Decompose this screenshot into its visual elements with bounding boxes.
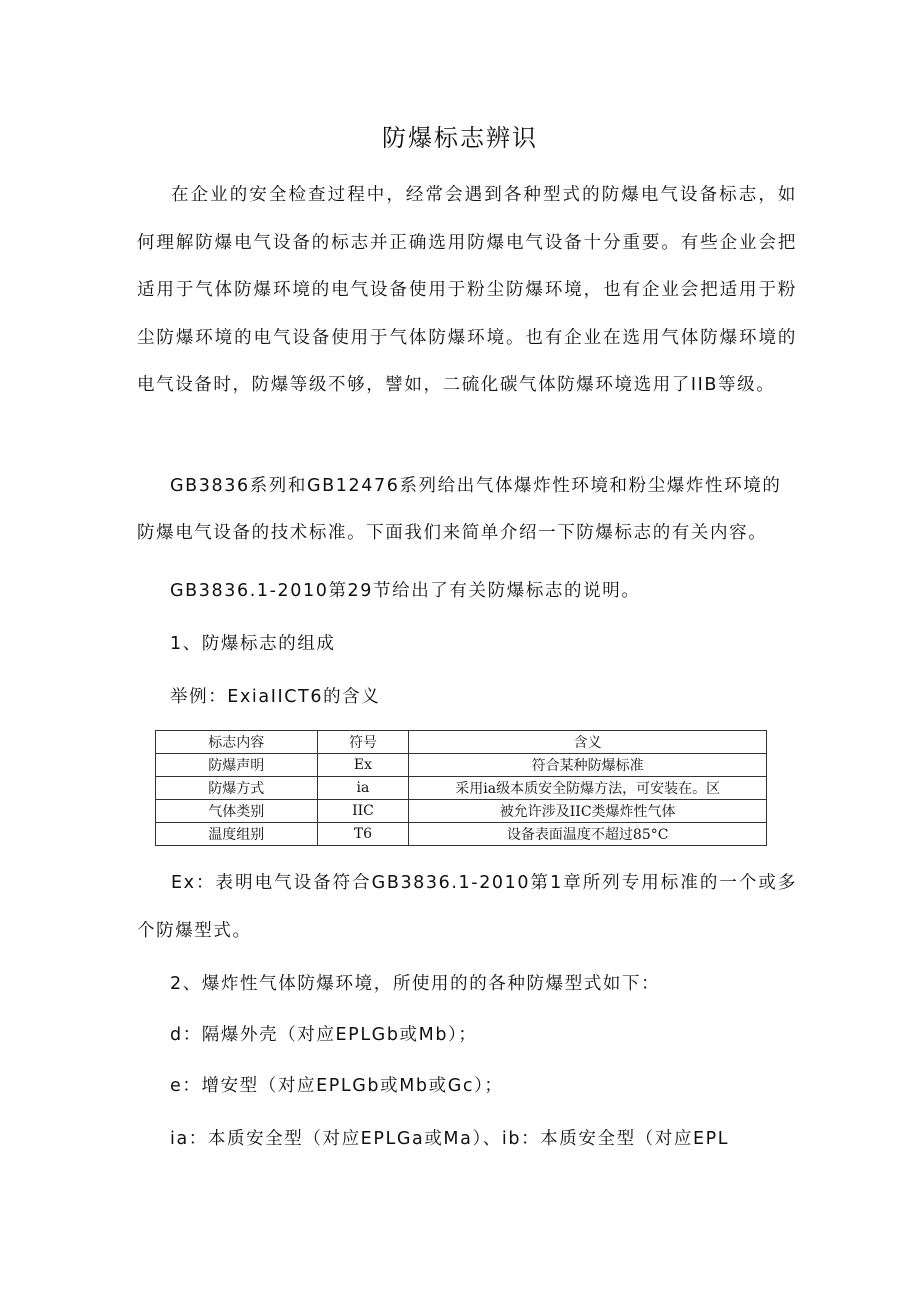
- heading-1: 1、防爆标志的组成: [170, 634, 336, 654]
- table-cell: 温度组别: [156, 823, 318, 846]
- protection-type-e: e：增安型（对应EPLGb或Mb或Gc）；: [170, 1076, 504, 1096]
- table-cell: ia: [317, 777, 409, 800]
- standards-paragraph-line-2: 防爆电气设备的技术标准。下面我们来简单介绍一下防爆标志的有关内容。: [137, 523, 768, 543]
- protection-type-d: d：隔爆外壳（对应EPLGb或Mb）；: [170, 1025, 478, 1045]
- table-cell: 防爆方式: [156, 777, 318, 800]
- table-cell: T6: [317, 823, 409, 846]
- table-cell: IIC: [317, 800, 409, 823]
- heading-2: 2、爆炸性气体防爆环境，所使用的的各种防爆型式如下：: [170, 974, 661, 994]
- table-header-cell: 符号: [317, 731, 409, 754]
- table-row: [156, 800, 767, 823]
- standards-paragraph-line-1: GB3836系列和GB12476系列给出气体爆炸性环境和粉尘爆炸性环境的: [170, 476, 782, 496]
- table-cell: 被允许涉及IIC类爆炸性气体: [409, 800, 767, 823]
- table-cell: 防爆声明: [156, 754, 318, 777]
- table-cell: Ex: [317, 754, 409, 777]
- ex-explanation-paragraph: Ex：表明电气设备符合GB3836.1-2010第1章所列专用标准的一个或多个防爆型式。: [137, 873, 797, 941]
- protection-type-ia-ib: ia：本质安全型（对应EPLGa或Ma）、ib：本质安全型（对应EPL: [170, 1129, 730, 1149]
- table-header-cell: 含义: [409, 731, 767, 754]
- table-cell: 采用ia级本质安全防爆方法，可安装在。区: [409, 777, 767, 800]
- table-header-cell: 标志内容: [156, 731, 318, 754]
- table-row: [156, 777, 767, 800]
- table-cell: 气体类别: [156, 800, 318, 823]
- table-cell: 设备表面温度不超过85°C: [409, 823, 767, 846]
- table-cell: 符合某种防爆标准: [409, 754, 767, 777]
- section-note: GB3836.1-2010第29节给出了有关防爆标志的说明。: [170, 581, 641, 601]
- table-row: [156, 823, 767, 846]
- document-title: 防爆标志辨识: [382, 124, 538, 152]
- table-header-row: [156, 731, 767, 754]
- marking-table: [155, 730, 767, 846]
- intro-paragraph: 在企业的安全检查过程中，经常会遇到各种型式的防爆电气设备标志，如何理解防爆电气设备的标志并正确选用防爆电气设备十分重要。有些企业会把适用于气体防爆环境的电气设备使用于粉尘防爆环境，也有企业会把适用于粉尘防爆环境的电气设备使用于气体防爆环境。也有企业在选用气体防爆环境的电气设备时，防爆等级不够，譬如，二硫化碳气体防爆环境选用了IIB等级。: [137, 185, 797, 395]
- example-label: 举例：ExiaIICT6的含义: [170, 687, 381, 707]
- table-row: [156, 754, 767, 777]
